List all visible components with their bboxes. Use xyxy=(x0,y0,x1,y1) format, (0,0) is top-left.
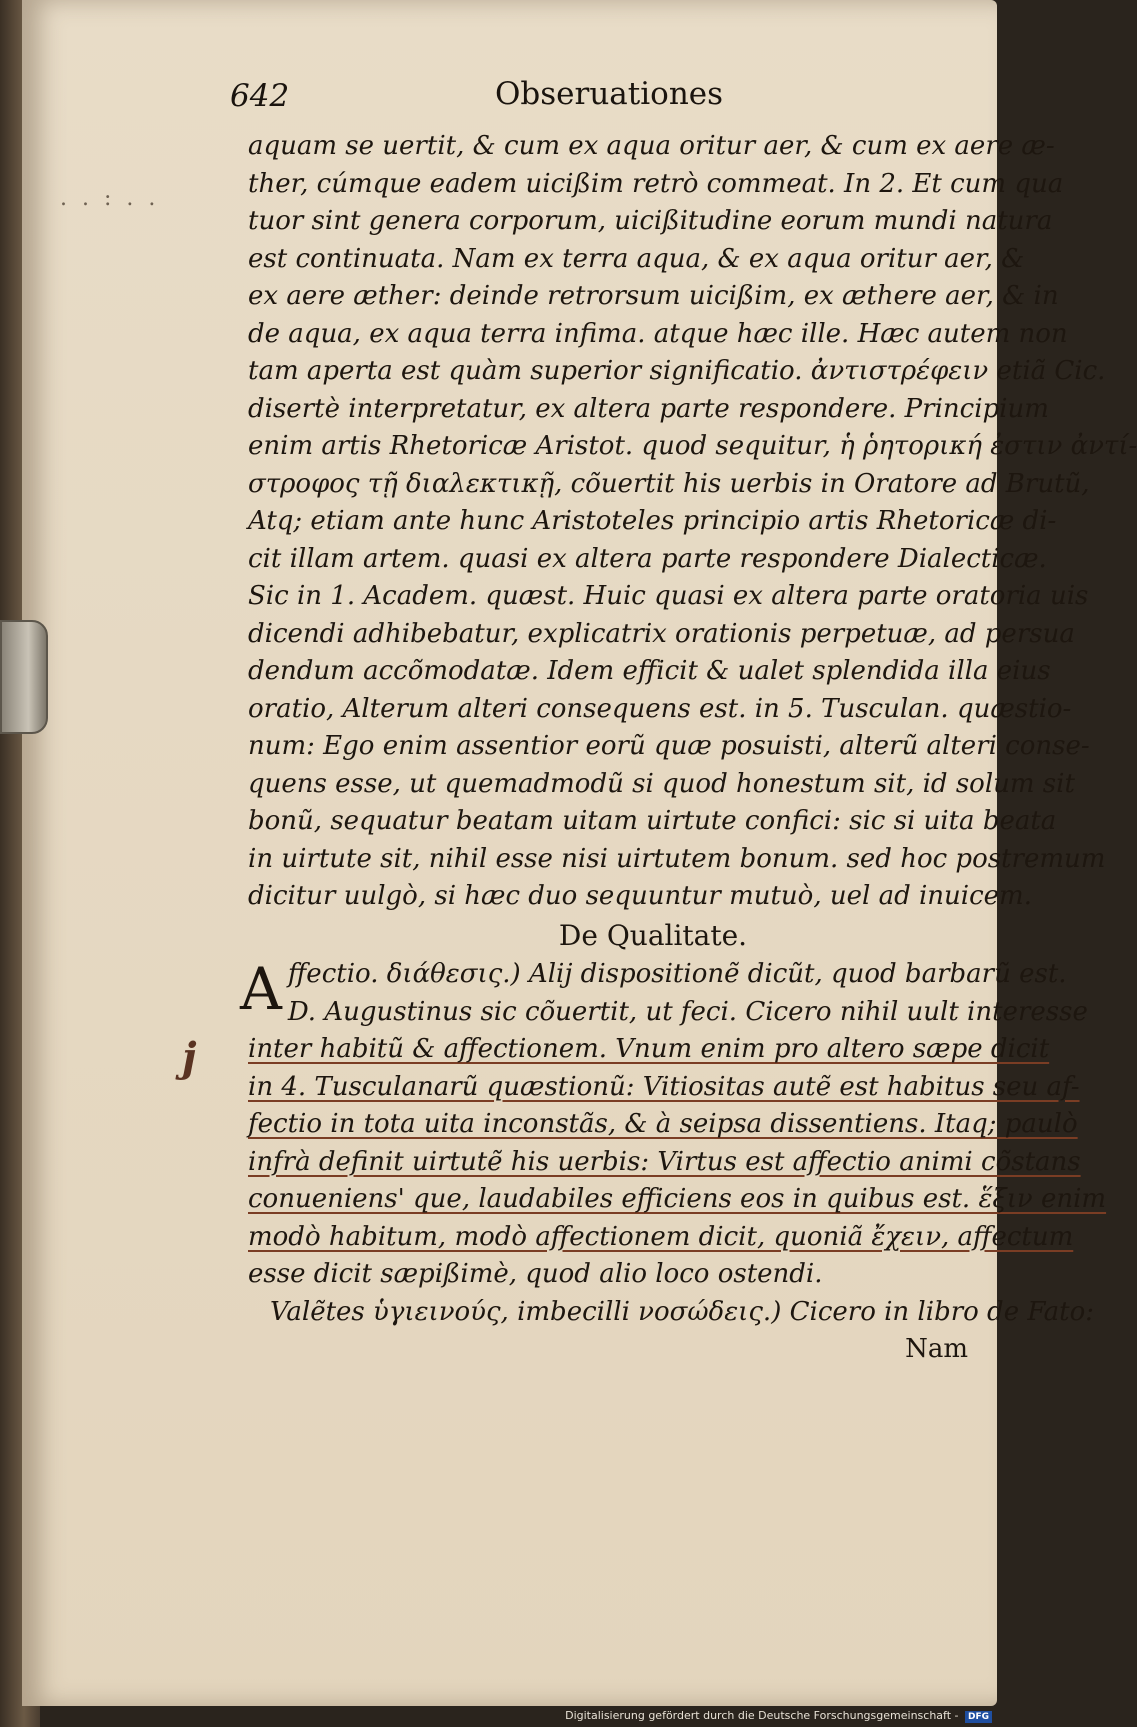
text-line: disertè interpretatur, ex altera parte respondere. Principium xyxy=(248,393,1049,424)
dfg-logo: DFG xyxy=(965,1711,992,1723)
underlined-line: infrà definit uirtutẽ his uerbis: Virtus est affectio animi cõstans xyxy=(248,1146,1081,1177)
page-number: 642 xyxy=(230,78,290,114)
text-line: quens esse, ut quemadmodũ si quod honestum sit, id solum sit xyxy=(248,768,1075,799)
text-line: ffectio. διάθεσις.) Alij dispositionẽ dicũt, quod barbarũ est. xyxy=(287,959,1067,989)
text-line: D. Augustinus sic cõuertit, ut feci. Cicero nihil uult interesse xyxy=(287,996,1088,1027)
underlined-line: conueniens' que, laudabiles efficiens eos in quibus est. ἕξιν enim xyxy=(248,1184,1107,1214)
text-line: Valẽtes ὑγιεινούς, imbecilli νοσώδεις.) Cicero in libro de Fato: xyxy=(270,1296,1094,1327)
digitization-footer xyxy=(565,1709,992,1723)
text-line: tuor sint genera corporum, uicißitudine eorum mundi natura xyxy=(248,206,1053,236)
text-line: esse dicit sæpißimè, quod alio loco ostendi. xyxy=(248,1259,823,1289)
text-line: dicendi adhibebatur, explicatrix orationis perpetuæ, ad persua xyxy=(248,618,1075,649)
margin-dots: . . : . . xyxy=(60,186,160,211)
text-line: num: Ego enim assentior eorũ quæ posuisti, alterũ alteri conse- xyxy=(248,731,1090,761)
body-text xyxy=(240,128,1137,1369)
text-line: de aqua, ex aqua terra infima. atque hæc ille. Hæc autem non xyxy=(248,318,1068,349)
footer-text: Digitalisierung gefördert durch die Deutsche Forschungsgemeinschaft - xyxy=(565,1709,959,1722)
drop-initial: A xyxy=(240,955,282,1023)
section-paragraph xyxy=(240,955,1107,1294)
text-line: bonũ, sequatur beatam uitam uirtute confici: sic si uita beata xyxy=(248,806,1057,836)
text-line: in uirtute sit, nihil esse nisi uirtutem bonum. sed hoc postremum xyxy=(248,843,1106,874)
underlined-line: in 4. Tusculanarũ quæstionũ: Vitiositas autẽ est habitus seu af- xyxy=(248,1071,1080,1102)
text-line: ex aere æther: deinde retrorsum uicißim, ex æthere aer, & in xyxy=(248,281,1059,311)
text-line: enim artis Rhetoricæ Aristot. quod sequitur, ἡ ῥητορική ἐστιν ἀντί- xyxy=(248,431,1137,461)
margin-annotation: j xyxy=(182,1034,197,1081)
text-line: cit illam artem. quasi ex altera parte respondere Dialecticæ. xyxy=(248,543,1047,574)
book-clasp xyxy=(0,620,48,734)
catchword: Nam xyxy=(905,1334,968,1364)
underlined-line: modò habitum, modò affectionem dicit, quoniã ἔχειν, affectum xyxy=(248,1221,1074,1252)
text-line: tam aperta est quàm superior significatio. ἀντιστρέφειν etiã Cic. xyxy=(248,356,1106,386)
text-line: Atq; etiam ante hunc Aristoteles principio artis Rhetoricæ di- xyxy=(248,506,1057,536)
text-line: dendum accõmodatæ. Idem efficit & ualet splendida illa eius xyxy=(248,656,1051,686)
running-title: Obseruationes xyxy=(495,76,724,112)
text-line: est continuata. Nam ex terra aqua, & ex aqua oritur aer, & xyxy=(248,243,1025,274)
text-line: oratio, Alterum alteri consequens est. in 5. Tusculan. quæstio- xyxy=(248,693,1072,724)
text-line: dicitur uulgò, si hæc duo sequuntur mutuò, uel ad inuicem. xyxy=(248,881,1032,911)
text-line: στροφος τῇ διαλεκτικῇ, cõuertit his uerbis in Oratore ad Brutũ, xyxy=(248,468,1090,499)
underlined-line: fectio in tota uita inconstãs, & à seipsa dissentiens. Itaq; paulò xyxy=(248,1109,1078,1139)
section-heading: De Qualitate. xyxy=(558,918,748,952)
running-header xyxy=(230,78,970,118)
underlined-line: inter habitũ & affectionem. Vnum enim pro altero sæpe dicit xyxy=(248,1034,1050,1064)
text-line: Sic in 1. Academ. quæst. Huic quasi ex altera parte oratoria uis xyxy=(248,581,1089,611)
text-line: ther, cúmque eadem uicißim retrò commeat. In 2. Et cum qua xyxy=(248,168,1064,199)
text-line: aquam se uertit, & cum ex aqua oritur aer, & cum ex aere æ- xyxy=(248,131,1055,161)
